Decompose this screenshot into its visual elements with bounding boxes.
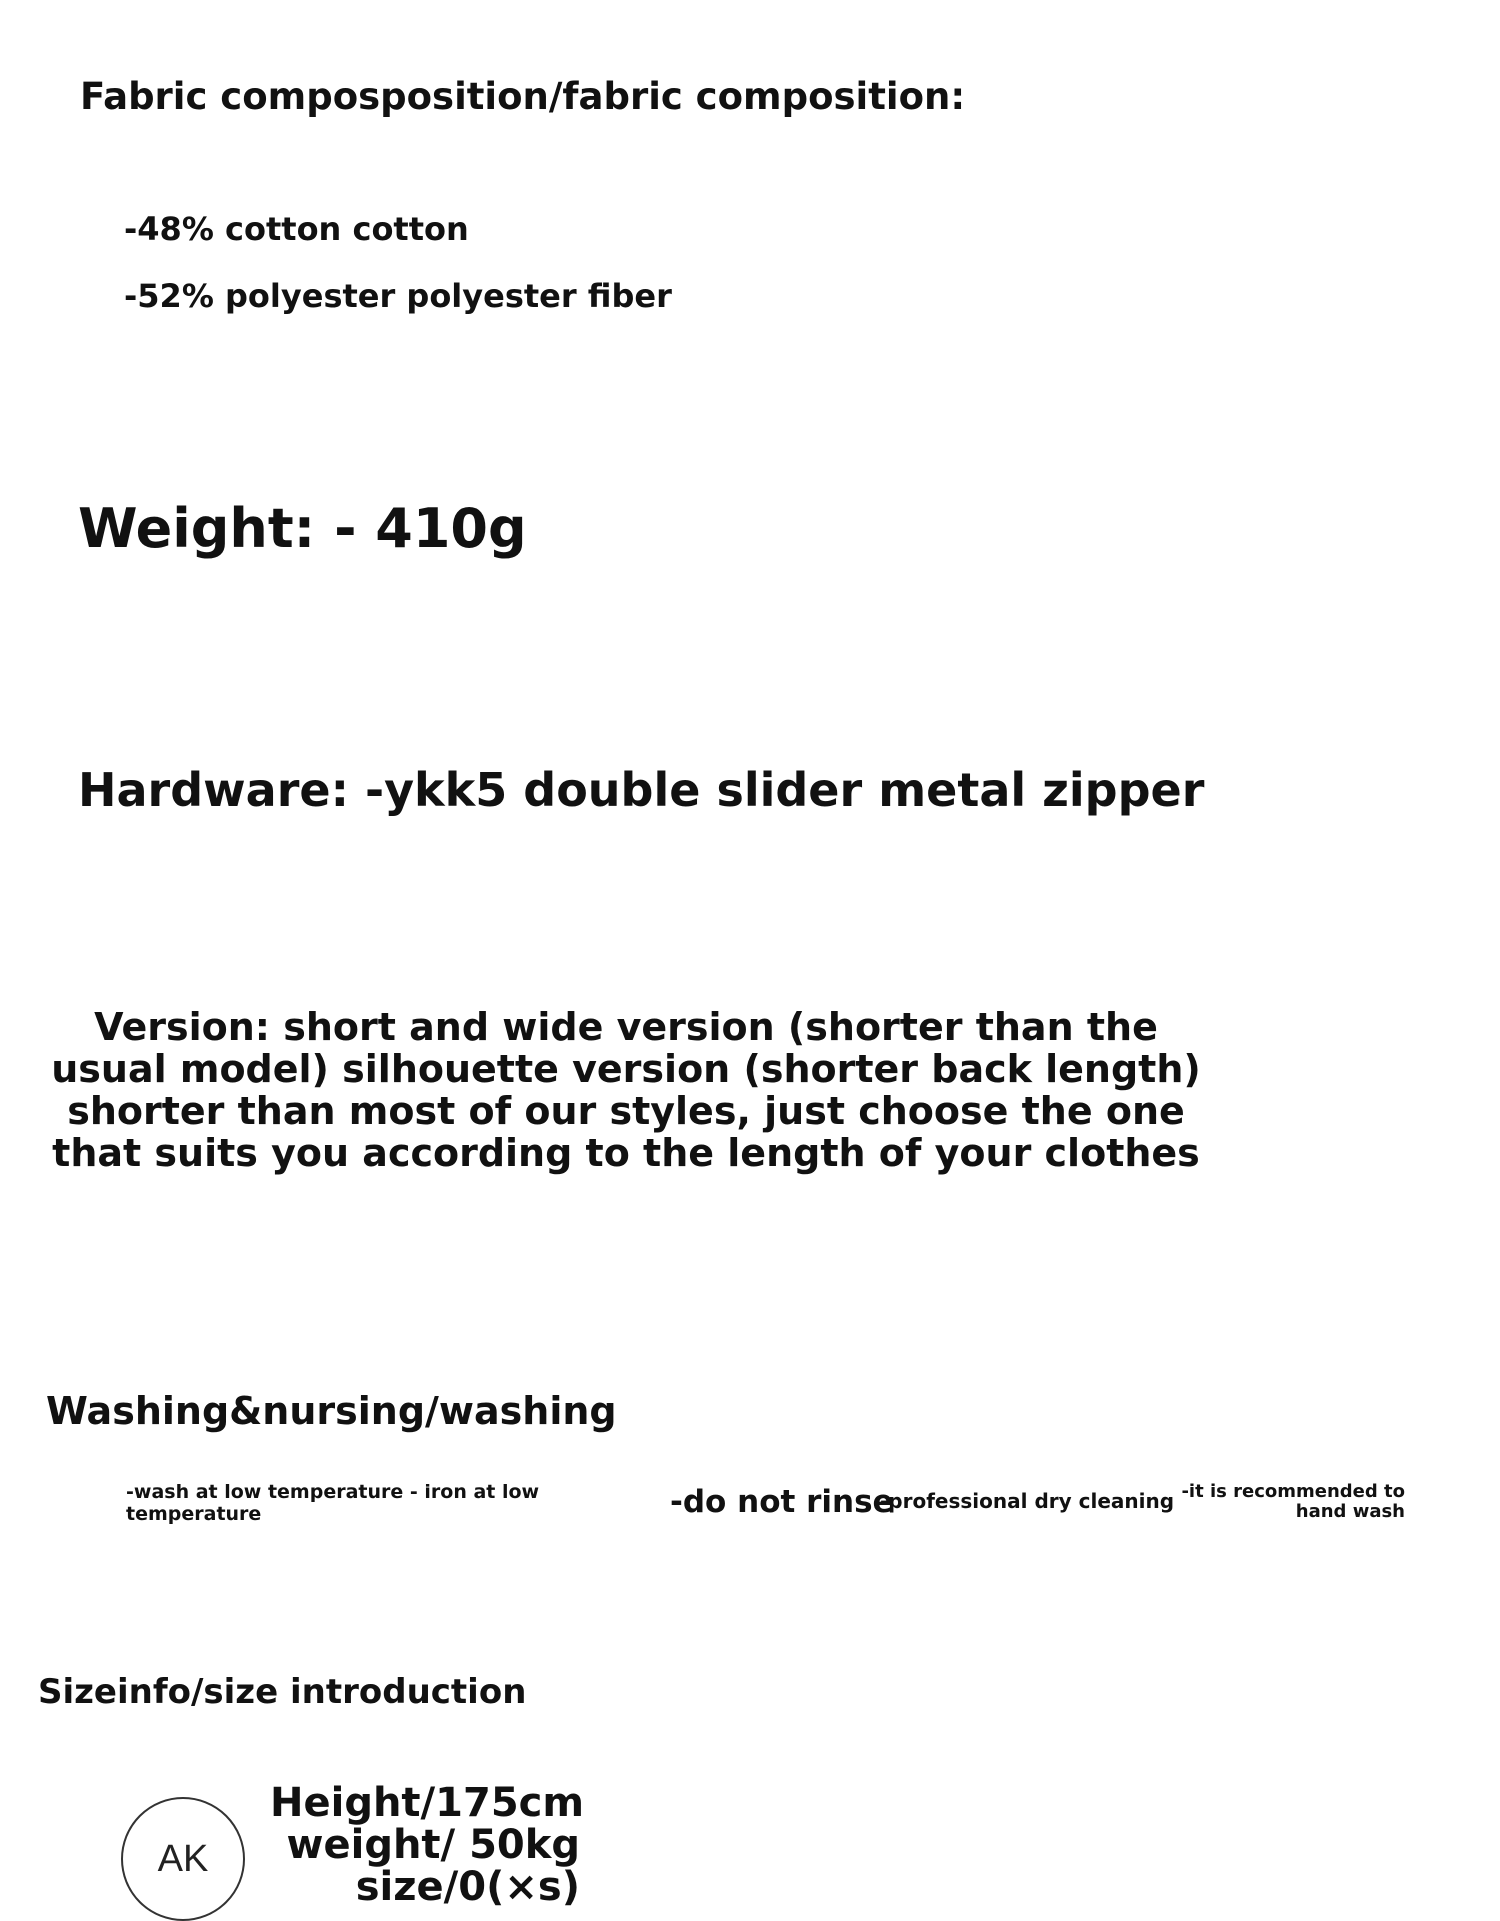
- size-title: Sizeinfo/size introduction: [38, 1672, 527, 1712]
- model-weight: weight/ 50kg: [286, 1822, 580, 1868]
- fabric-item: -48% cotton cotton: [124, 210, 469, 248]
- model-size: size/0(×s): [355, 1864, 580, 1910]
- wash-instruction: -wash at low temperature - iron at low temperature: [126, 1481, 540, 1525]
- wash-instruction: -professional dry cleaning: [880, 1489, 1175, 1513]
- wash-instruction: -do not rinse: [670, 1484, 894, 1520]
- fabric-item: -52% polyester polyester fiber: [124, 277, 672, 315]
- avatar-initials: AK: [157, 1837, 209, 1880]
- version-text: Version: short and wide version (shorter than the usual model) silhouette version (shorter back length) shorter than most of our styles, just choose the one that suits you according to the length of your clothes: [51, 1005, 1201, 1175]
- avatar: [121, 1797, 245, 1921]
- hardware-text: Hardware: -ykk5 double slider metal zipper: [78, 763, 1205, 817]
- fabric-title: Fabric composposition/fabric composition:: [80, 75, 966, 118]
- weight-text: Weight: - 410g: [78, 497, 527, 560]
- washing-title: Washing&nursing/washing: [46, 1389, 617, 1433]
- wash-instruction: -it is recommended to hand wash: [1181, 1481, 1405, 1522]
- model-height: Height/175cm: [270, 1780, 585, 1826]
- model-info: [270, 1780, 585, 1910]
